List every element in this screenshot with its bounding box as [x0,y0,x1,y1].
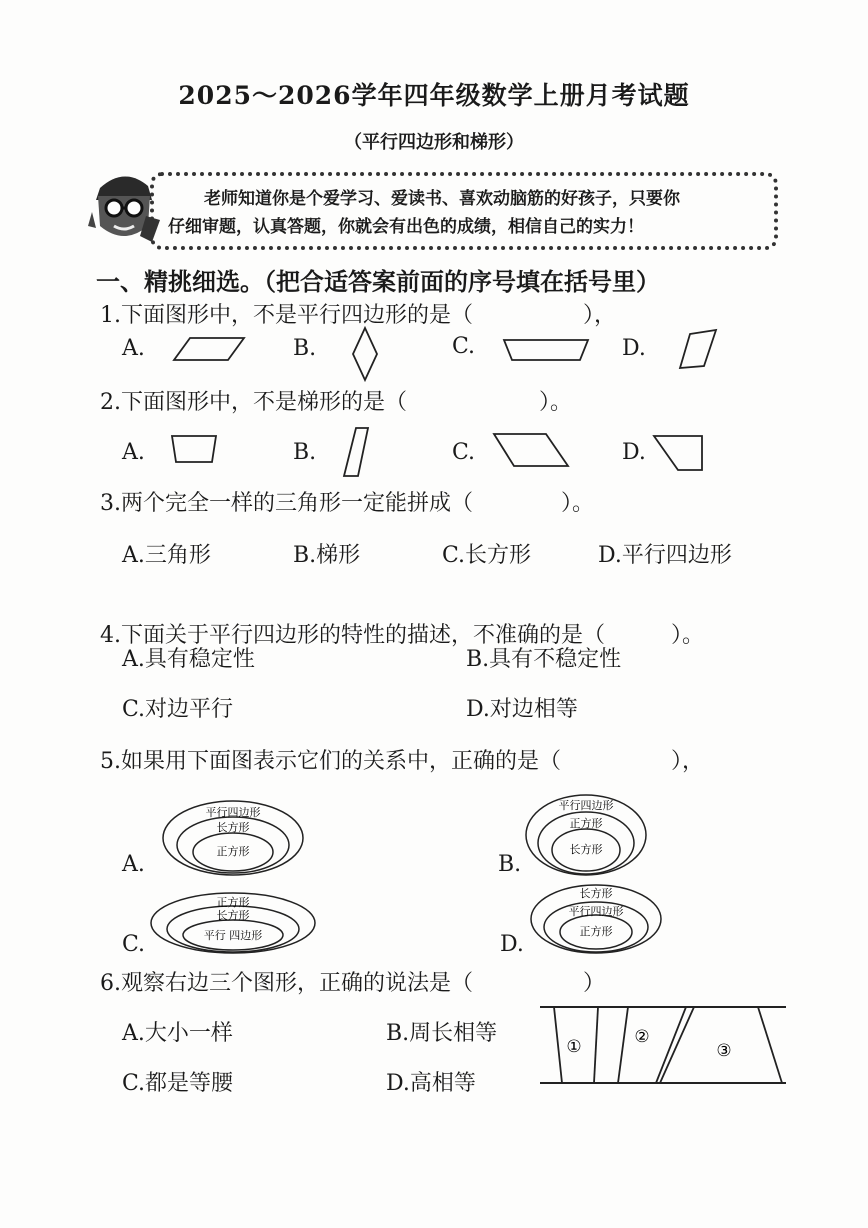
q1-option-b: B. [293,336,317,361]
q2c-trapezoid-shape [490,430,572,470]
q4-option-c: C.对边平行 [122,697,234,722]
question-2: 2.下面图形中，不是梯形的是（ ）。 [100,390,572,415]
tip-line-2: 仔细审题，认真答题，你就会有出色的成绩，相信自己的实力！ [168,217,644,237]
q5c-venn-diagram [148,890,318,956]
q6-option-c: C.都是等腰 [122,1071,234,1096]
q6-option-b: B.周长相等 [386,1021,498,1046]
q6-figure-3-label: ③ [716,1041,732,1061]
q5c-inner-label: 平行 四边形 [203,929,263,942]
q2-option-b: B. [293,440,317,465]
q5-option-d: D. [500,932,524,957]
question-6: 6.观察右边三个图形，正确的说法是（ ） [100,971,605,996]
q5-option-b: B. [498,852,522,877]
q3-option-d: D.平行四边形 [598,543,732,568]
q5-option-c: C. [122,932,146,957]
question-4: 4.下面关于平行四边形的特性的描述，不准确的是（ ）。 [100,623,704,648]
q5a-inner-label: 正方形 [216,845,250,858]
q6-figure-2-label: ② [634,1027,650,1047]
q3-option-a: A.三角形 [122,543,211,568]
q3-option-b: B.梯形 [293,543,361,568]
q2-option-d: D. [622,440,646,465]
question-3: 3.两个完全一样的三角形一定能拼成（ ）。 [100,491,594,516]
q2a-trapezoid-shape [168,432,220,466]
q5d-venn-diagram [528,882,664,956]
q6-option-a: A.大小一样 [122,1021,233,1046]
q5d-outer-label: 长方形 [579,887,613,900]
section-heading: 一、精挑细选。（把合适答案前面的序号填在括号里） [96,267,660,296]
q5c-outer-label: 正方形 [216,896,250,909]
q4-option-a: A.具有稳定性 [122,647,255,672]
page-subtitle: （平行四边形和梯形） [344,132,524,153]
q5b-middle-label: 正方形 [569,817,603,830]
q6-option-d: D.高相等 [386,1071,476,1096]
q1b-rhombus-shape [350,326,380,384]
q5a-outer-label: 平行四边形 [205,806,261,819]
q1-option-a: A. [122,336,145,361]
q5b-inner-label: 长方形 [569,843,603,856]
q1c-trapezoid-shape [500,336,592,364]
q5a-venn-diagram [160,798,306,878]
q3-option-c: C.长方形 [442,543,532,568]
q5b-outer-label: 平行四边形 [558,799,614,812]
q2-option-c: C. [452,440,476,465]
q6-figure-1-label: ① [566,1037,582,1057]
q5a-middle-label: 长方形 [216,821,250,834]
q5-option-a: A. [122,852,145,877]
q4-option-b: B.具有不稳定性 [466,647,622,672]
q2-option-a: A. [122,440,145,465]
q2b-parallelogram-shape [340,424,372,480]
question-5: 5.如果用下面图表示它们的关系中，正确的是（ ）， [100,749,704,774]
q1-option-d: D. [622,336,646,361]
q1a-parallelogram-shape [170,334,250,364]
q1d-parallelogram-shape [676,326,720,372]
q5c-middle-label: 长方形 [216,909,250,922]
q6-parallel-lines-figure [536,1000,792,1090]
question-1: 1.下面图形中，不是平行四边形的是（ ）， [100,303,616,328]
q1-option-c: C. [452,334,476,359]
q2d-trapezoid-shape [650,430,706,474]
page-title: 2025～2026学年四年级数学上册月考试题 [178,81,690,110]
tip-line-1: 老师知道你是个爱学习、爱读书、喜欢动脑筋的好孩子，只要你 [204,189,680,209]
q5d-inner-label: 正方形 [579,925,613,938]
q5d-middle-label: 平行四边形 [568,905,624,918]
q4-option-d: D.对边相等 [466,697,578,722]
q5b-venn-diagram [524,792,648,878]
